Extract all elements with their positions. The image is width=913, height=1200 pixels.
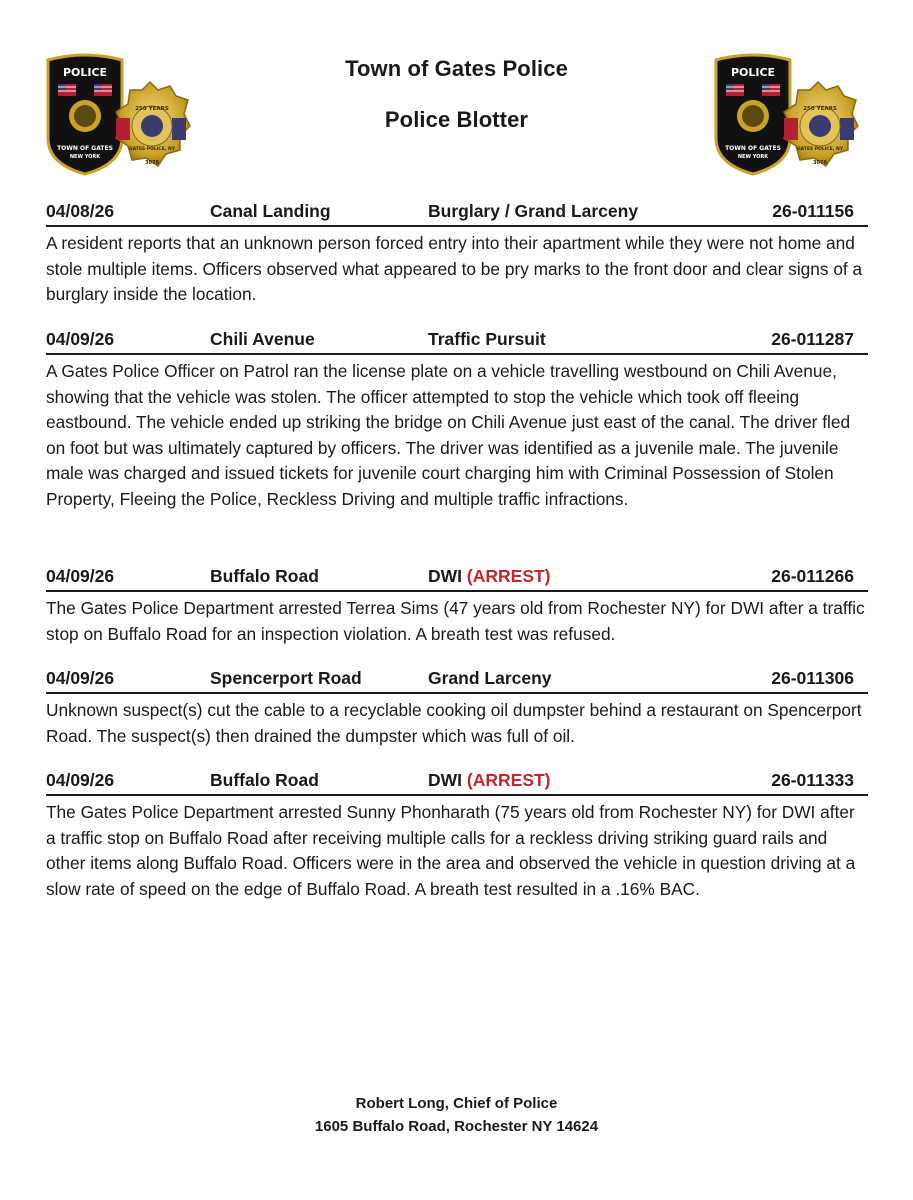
entry-header [46,668,868,694]
entry-case-number: 26-011156 [772,201,854,221]
entry-location: Canal Landing [210,201,331,221]
entry-date: 04/09/26 [46,668,115,688]
entry-incident-type [428,668,552,689]
svg-text:NEW YORK: NEW YORK [737,154,769,160]
blotter-entry [46,201,868,308]
footer-address: 1605 Buffalo Road, Rochester NY 14624 [314,1118,599,1135]
entry-location: Chili Avenue [210,329,315,349]
incident-type-text: Grand Larceny [428,668,552,688]
entry-case-number: 26-011287 [771,329,854,349]
svg-text:GATES POLICE, NY: GATES POLICE, NY [128,147,176,152]
entry-header [46,201,868,227]
blotter-entry [46,770,868,902]
svg-text:250 YEARS: 250 YEARS [135,106,169,112]
svg-text:GATES POLICE, NY: GATES POLICE, NY [796,147,844,152]
entry-description: The Gates Police Department arrested Sunny Phonharath (75 years old from Rochester NY) for DWI after a traffic stop on Buffalo Road after receiving multiple calls for a reckless driving striking guard rails and other items along Buffalo Road. Officers were in the area and observed the vehicle in question driving at a slow rate of speed on the edge of Buffalo Road. A breath test resulted in a .16% BAC. [46,802,856,899]
entry-date: 04/09/26 [46,770,115,790]
entry-incident-type [428,329,546,350]
document-subtitle: Police Blotter [384,107,529,132]
entry-date: 04/09/26 [46,329,115,349]
document-title: Town of Gates Police [345,56,568,81]
blotter-entry [46,566,868,647]
arrest-label: (ARREST) [466,770,551,790]
blotter-entry [46,329,868,513]
entry-location: Buffalo Road [210,566,319,586]
incident-type-text: Traffic Pursuit [428,329,546,349]
blotter-entry [46,668,868,749]
entry-description: A Gates Police Officer on Patrol ran the license plate on a vehicle travelling westbound on Chili Avenue, showing that the vehicle was stolen. The officer attempted to stop the vehicle which took off fleeing eastbound. The vehicle ended up striking the bridge on Chili Avenue just east of the canal. The driver fled on foot but was ultimately captured by officers. The driver was identified as a juvenile male. The juvenile male was charged and issued tickets for juvenile court charging him with Criminal Possession of Stolen Property, Fleeing the Police, Reckless Driving and multiple traffic infractions. [46,361,851,509]
svg-text:3078: 3078 [145,160,159,166]
svg-text:TOWN OF GATES: TOWN OF GATES [725,145,781,152]
entry-date: 04/09/26 [46,566,115,586]
entry-header [46,566,868,592]
entry-incident-type [428,770,551,791]
svg-text:TOWN OF GATES: TOWN OF GATES [57,145,113,152]
footer-signature: Robert Long, Chief of Police [355,1095,558,1112]
entry-header [46,329,868,355]
incident-type-text: DWI [428,770,463,790]
entry-location: Buffalo Road [210,770,319,790]
arrest-label: (ARREST) [466,566,551,586]
entry-case-number: 26-011333 [771,770,854,790]
entry-case-number: 26-011306 [771,668,854,688]
entry-header [46,770,868,796]
entry-location: Spencerport Road [210,668,362,688]
entry-date: 04/08/26 [46,201,115,221]
svg-text:POLICE: POLICE [730,66,776,79]
incident-type-text: Burglary / Grand Larceny [428,201,639,221]
entry-description: The Gates Police Department arrested Terrea Sims (47 years old from Rochester NY) for DWI after a traffic stop on Buffalo Road for an inspection violation. A breath test was refused. [46,598,865,644]
entry-description: Unknown suspect(s) cut the cable to a recyclable cooking oil dumpster behind a restaurant on Spencerport Road. The suspect(s) then drained the dumpster which was full of oil. [46,700,862,746]
svg-text:NEW YORK: NEW YORK [69,154,101,160]
entry-case-number: 26-011266 [771,566,854,586]
entry-incident-type [428,566,551,587]
svg-text:250 YEARS: 250 YEARS [803,106,837,112]
entry-description: A resident reports that an unknown person forced entry into their apartment while they were not home and stole multiple items. Officers observed what appeared to be pry marks to the front door and clear signs of a burglary inside the location. [46,233,863,305]
svg-text:POLICE: POLICE [62,66,108,79]
svg-text:3078: 3078 [813,160,827,166]
incident-type-text: DWI [428,566,463,586]
entry-incident-type [428,201,638,222]
